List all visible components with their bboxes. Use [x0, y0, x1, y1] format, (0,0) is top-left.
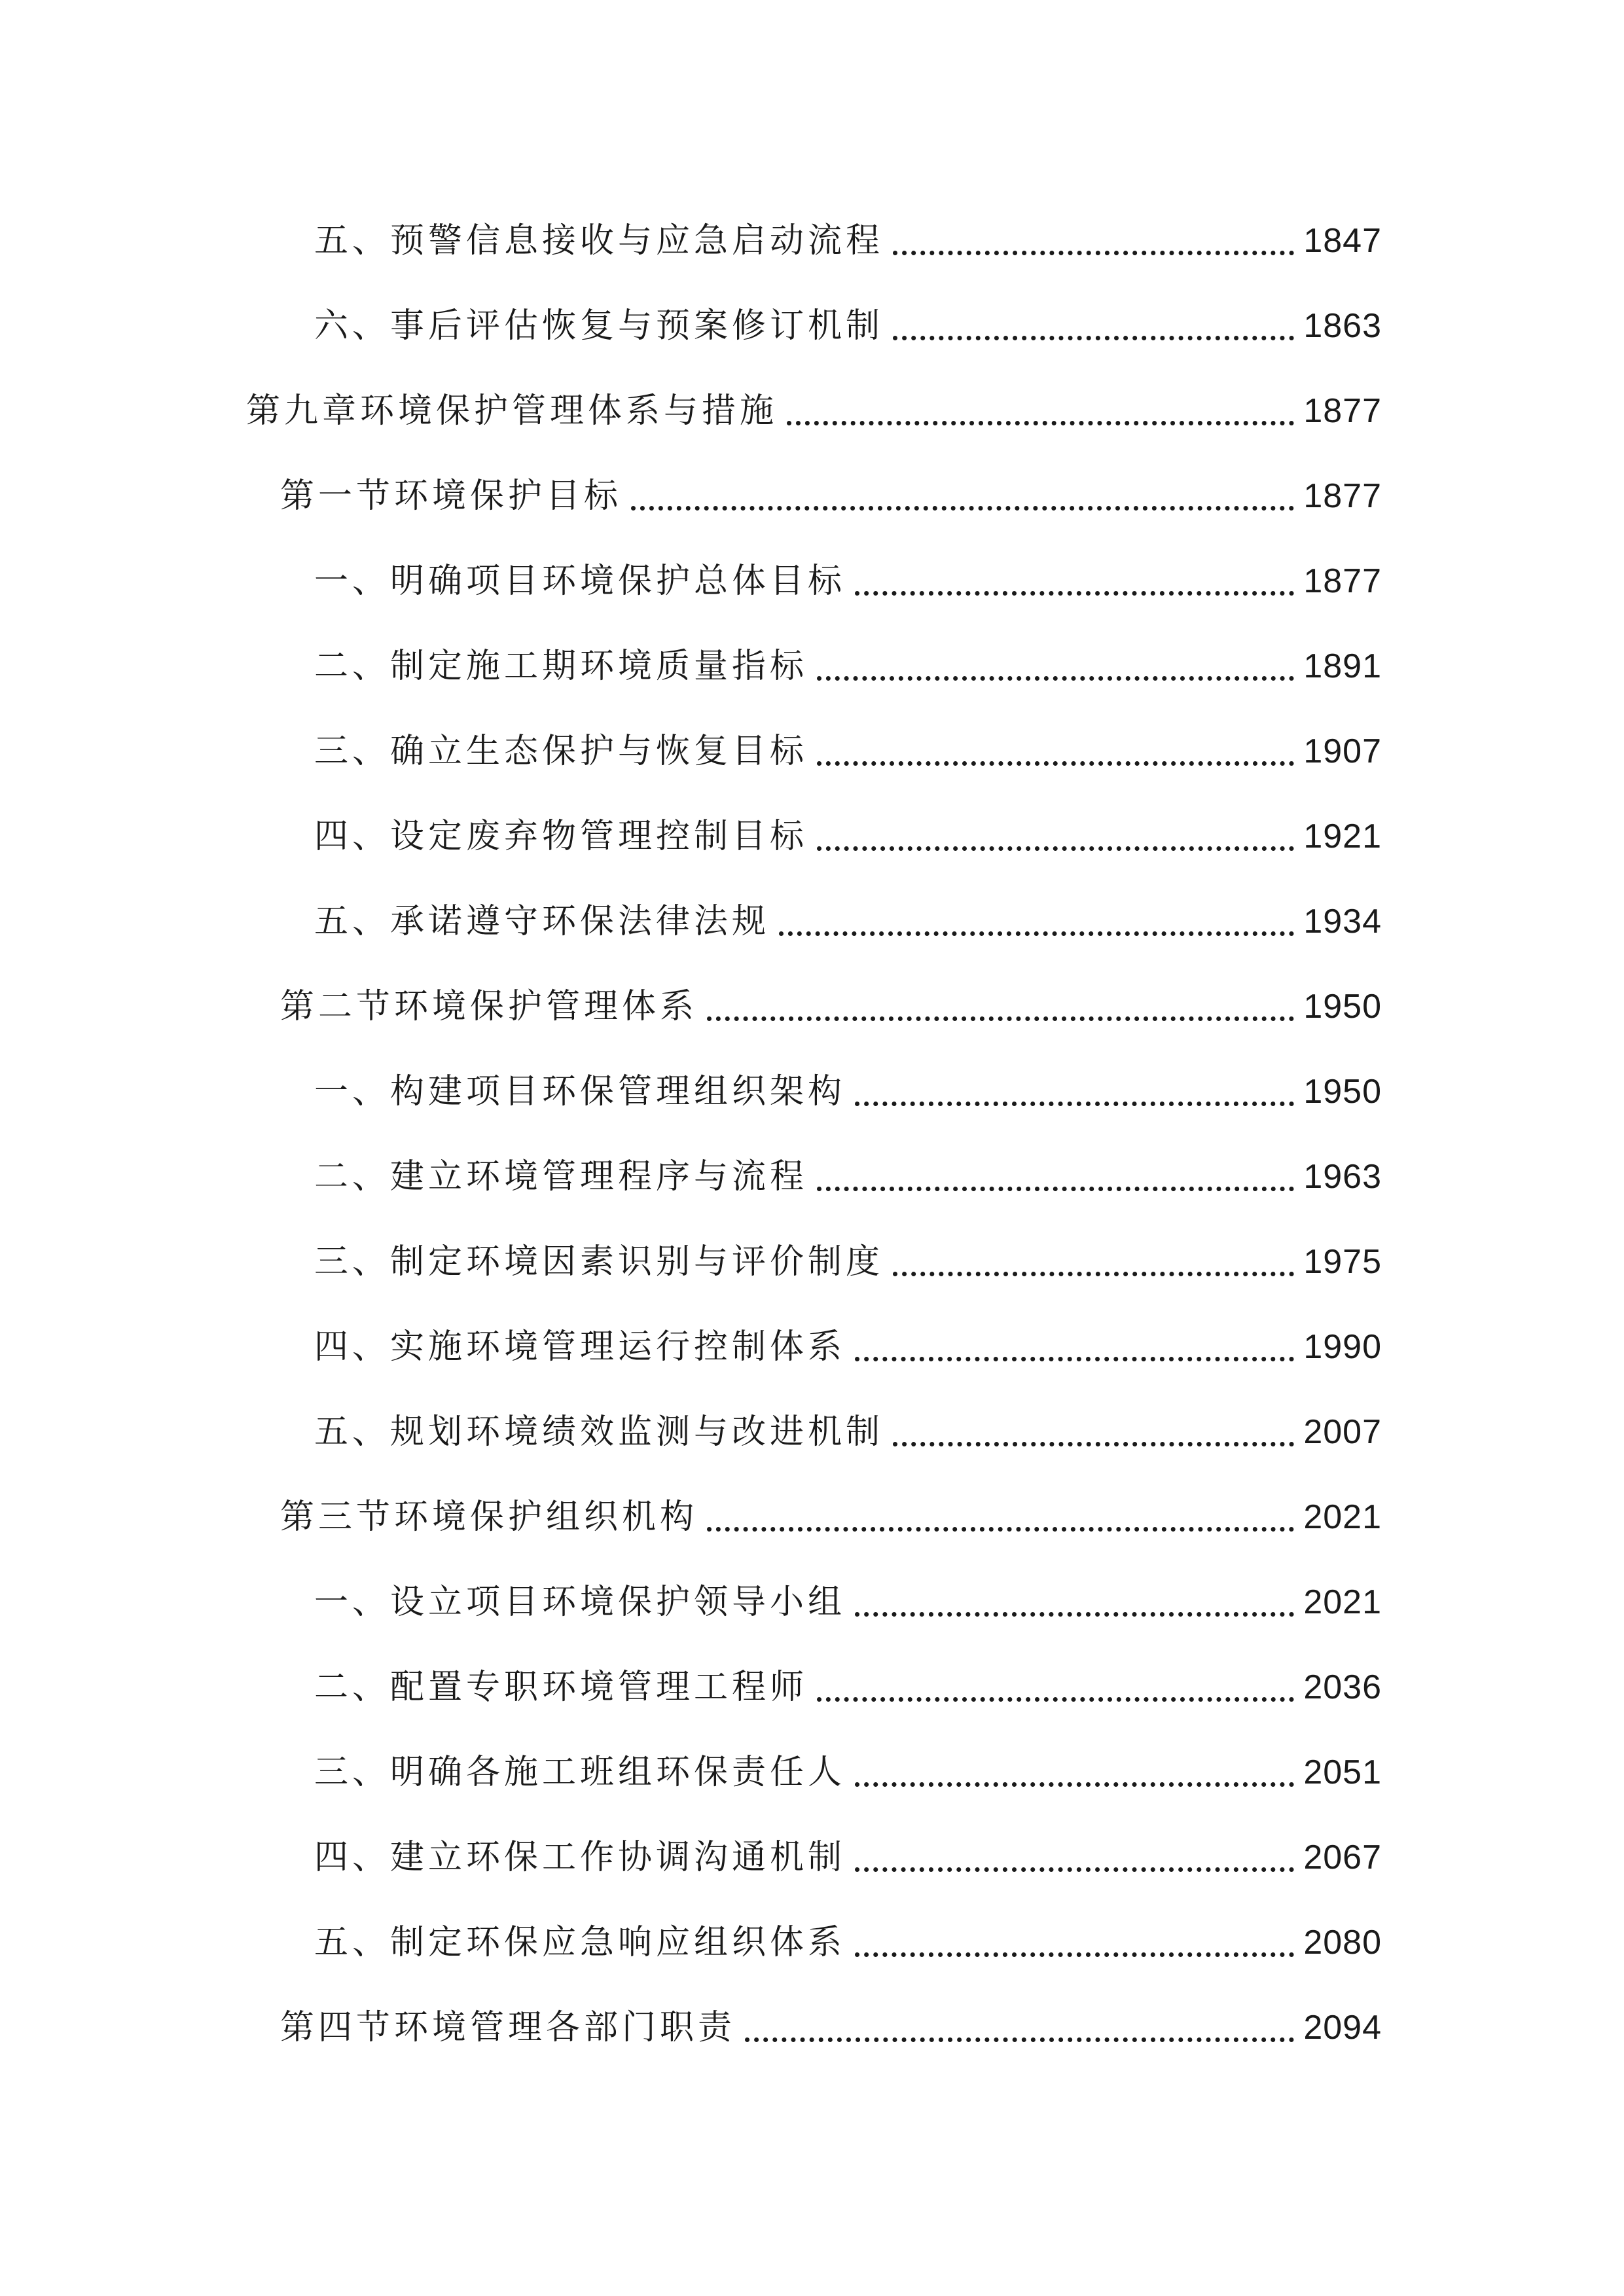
dot-leader: [787, 420, 1294, 425]
toc-entry-title: 二、配置专职环境管理工程师: [314, 1668, 808, 1707]
dot-leader: [855, 1611, 1294, 1617]
dot-leader: [893, 334, 1294, 340]
toc-entry-title: 五、预警信息接收与应急启动流程: [314, 221, 884, 260]
dot-leader: [631, 505, 1294, 511]
dot-leader: [817, 1185, 1294, 1191]
toc-entry-page: 1877: [1303, 392, 1382, 430]
toc-entry-title: 五、制定环保应急响应组织体系: [314, 1923, 846, 1962]
toc-entry[interactable]: [314, 1746, 1382, 1799]
toc-entry-page: 1950: [1303, 988, 1382, 1026]
toc-entry-title: 第三节环境保护组织机构: [280, 1498, 698, 1537]
dot-leader: [817, 675, 1294, 681]
toc-entry[interactable]: [314, 1661, 1382, 1713]
toc-entry[interactable]: [314, 1066, 1382, 1118]
toc-section-entry[interactable]: [280, 1491, 1382, 1543]
toc-entry-page: 2007: [1303, 1413, 1382, 1451]
toc-entry-title: 一、构建项目环保管理组织架构: [314, 1072, 846, 1111]
toc-entry-title: 一、明确项目环境保护总体目标: [314, 562, 846, 601]
toc-entry-title: 六、事后评估恢复与预案修订机制: [314, 306, 884, 346]
toc-entry[interactable]: [314, 1321, 1382, 1373]
toc-entry[interactable]: [314, 215, 1382, 267]
toc-entry-page: 2021: [1303, 1498, 1382, 1536]
toc-entry-page: 1990: [1303, 1328, 1382, 1366]
toc-entry-title: 四、设定废弃物管理控制目标: [314, 817, 808, 856]
toc-section-entry[interactable]: [280, 2001, 1382, 2054]
toc-entry-page: 1934: [1303, 903, 1382, 941]
dot-leader: [855, 1100, 1294, 1106]
toc-entry-page: 1907: [1303, 732, 1382, 770]
dot-leader: [893, 1441, 1294, 1446]
dot-leader: [855, 1781, 1294, 1787]
toc-entry-title: 四、建立环保工作协调沟通机制: [314, 1838, 846, 1877]
toc-entry-page: 1877: [1303, 477, 1382, 515]
dot-leader: [855, 1951, 1294, 1957]
toc-entry[interactable]: [314, 640, 1382, 692]
dot-leader: [707, 1526, 1294, 1532]
toc-entry-page: 1950: [1303, 1073, 1382, 1111]
toc-entry-page: 1963: [1303, 1158, 1382, 1196]
toc-entry-title: 第二节环境保护管理体系: [280, 987, 698, 1026]
toc-entry-page: 1975: [1303, 1243, 1382, 1281]
dot-leader: [779, 930, 1294, 936]
toc-chapter-entry[interactable]: [246, 385, 1382, 437]
toc-entry-page: 2067: [1303, 1839, 1382, 1876]
toc-entry-page: 1921: [1303, 817, 1382, 855]
toc-entry[interactable]: [314, 555, 1382, 607]
toc-section-entry[interactable]: [280, 980, 1382, 1033]
toc-entry-page: 1863: [1303, 307, 1382, 345]
toc-entry[interactable]: [314, 1831, 1382, 1884]
toc-entry[interactable]: [314, 1916, 1382, 1969]
dot-leader: [707, 1015, 1294, 1021]
dot-leader: [817, 1696, 1294, 1702]
toc-entry-page: 2036: [1303, 1668, 1382, 1706]
toc-entry-title: 三、确立生态保护与恢复目标: [314, 732, 808, 771]
toc-entry-title: 三、明确各施工班组环保责任人: [314, 1753, 846, 1792]
dot-leader: [817, 760, 1294, 766]
toc-entry-title: 第四节环境管理各部门职责: [280, 2008, 736, 2047]
toc-entry-title: 二、建立环境管理程序与流程: [314, 1157, 808, 1196]
toc-entry[interactable]: [314, 725, 1382, 778]
toc-entry[interactable]: [314, 810, 1382, 863]
toc-entry[interactable]: [314, 1576, 1382, 1628]
dot-leader: [893, 249, 1294, 255]
toc-entry[interactable]: [314, 895, 1382, 948]
toc-entry-page: 1847: [1303, 222, 1382, 260]
toc-entry-page: 1877: [1303, 562, 1382, 600]
toc-entry[interactable]: [314, 1236, 1382, 1288]
dot-leader: [817, 845, 1294, 851]
toc-entry-page: 2051: [1303, 1753, 1382, 1791]
dot-leader: [855, 1866, 1294, 1872]
toc-entry-title: 一、设立项目环境保护领导小组: [314, 1583, 846, 1622]
toc-entry-title: 四、实施环境管理运行控制体系: [314, 1327, 846, 1367]
toc-entry-page: 1891: [1303, 647, 1382, 685]
dot-leader: [745, 2036, 1294, 2042]
toc-section-entry[interactable]: [280, 470, 1382, 522]
toc-entry-title: 第九章环境保护管理体系与措施: [246, 391, 778, 431]
toc-entry-title: 五、承诺遵守环保法律法规: [314, 902, 770, 941]
toc-entry-page: 2094: [1303, 2009, 1382, 2047]
toc-entry-title: 第一节环境保护目标: [280, 476, 623, 516]
toc-entry-title: 三、制定环境因素识别与评价制度: [314, 1242, 884, 1282]
toc-entry[interactable]: [314, 300, 1382, 352]
toc-entry-title: 五、规划环境绩效监测与改进机制: [314, 1412, 884, 1452]
dot-leader: [855, 590, 1294, 596]
toc-entry-page: 2080: [1303, 1924, 1382, 1962]
dot-leader: [855, 1355, 1294, 1361]
toc-entry[interactable]: [314, 1151, 1382, 1203]
dot-leader: [893, 1270, 1294, 1276]
toc-entry-page: 2021: [1303, 1583, 1382, 1621]
toc-entry-title: 二、制定施工期环境质量指标: [314, 647, 808, 686]
toc-entry[interactable]: [314, 1406, 1382, 1458]
